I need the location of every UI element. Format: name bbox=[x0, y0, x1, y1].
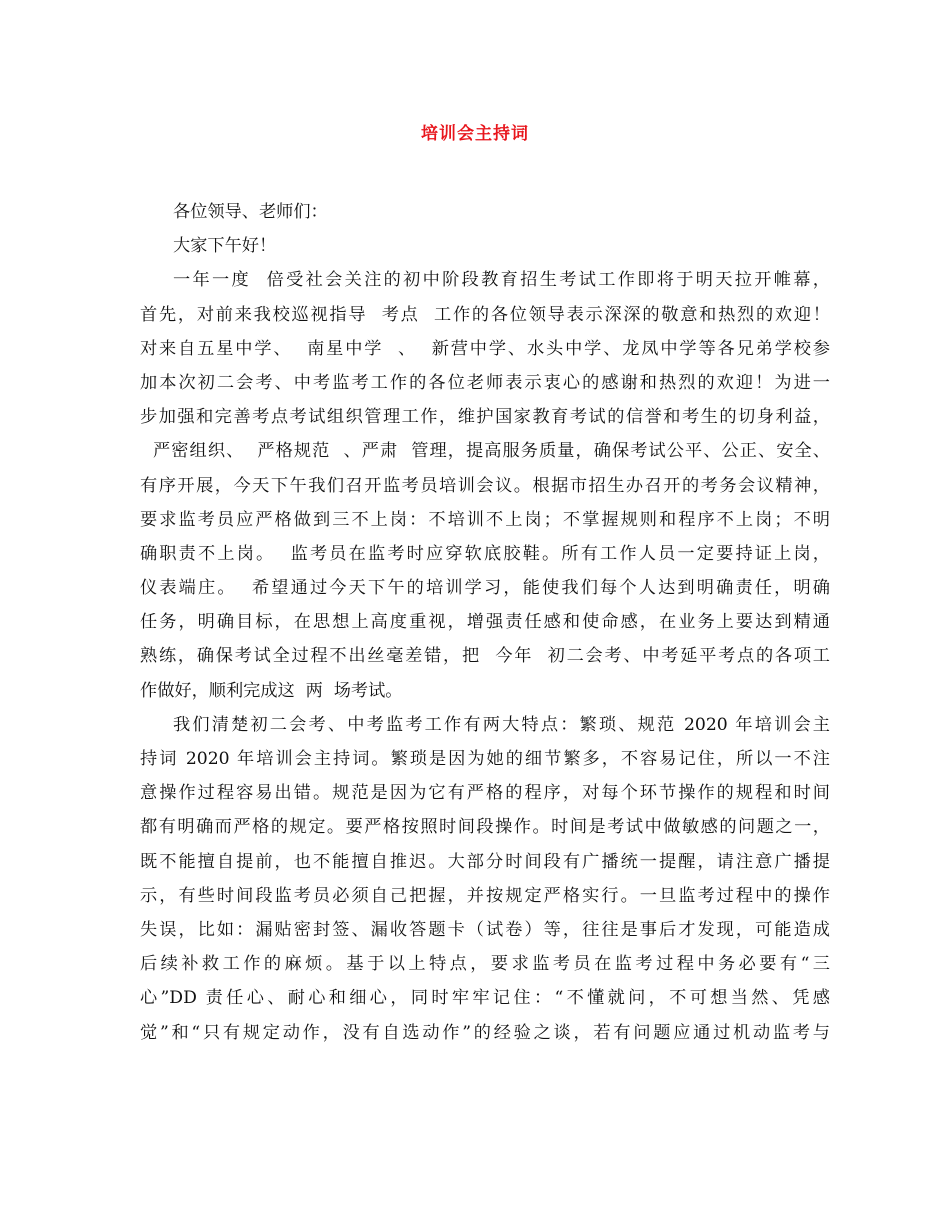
paragraph-line: 作做好，顺利完成这 两 场考试。 bbox=[140, 680, 403, 701]
paragraph-line: 我们清楚初二会考、中考监考工作有两大特点：繁琐、规范 2020 年培训会主 bbox=[173, 714, 830, 735]
paragraph-line: 仪表端庄。 希望通过今天下午的培训学习，能使我们每个人达到明确责任，明确 bbox=[140, 578, 830, 599]
paragraph-line: 后续补救工作的麻烦。基于以上特点，要求监考员在监考过程中务必要有“三 bbox=[140, 954, 830, 975]
paragraph-line: 有序开展，今天下午我们召开监考员培训会议。根据市招生办召开的考务会议精神， bbox=[140, 475, 830, 496]
paragraph-line: 心”DD 责任心、耐心和细心，同时牢牢记住：“不懂就问，不可想当然、凭感 bbox=[140, 988, 830, 1009]
document-body bbox=[140, 195, 830, 1050]
paragraph-line: 对来自五星中学、 南星中学 、 新营中学、水头中学、龙凤中学等各兄弟学校参 bbox=[140, 338, 830, 359]
paragraph-line: 示，有些时间段监考员必须自己把握，并按规定严格实行。一旦监考过程中的操作 bbox=[140, 885, 830, 906]
paragraph-line: 失误，比如：漏贴密封签、漏收答题卡（试卷）等，往往是事后才发现，可能造成 bbox=[140, 919, 830, 940]
paragraph-line: 严密组织、 严格规范 、严肃 管理，提高服务质量，确保考试公平、公正、安全、 bbox=[140, 441, 830, 462]
paragraph-line: 既不能擅自提前，也不能擅自推迟。大部分时间段有广播统一提醒，请注意广播提 bbox=[140, 851, 830, 872]
paragraph-line: 加本次初二会考、中考监考工作的各位老师表示衷心的感谢和热烈的欢迎！为进一 bbox=[140, 372, 830, 393]
paragraph-line: 要求监考员应严格做到三不上岗：不培训不上岗；不掌握规则和程序不上岗；不明 bbox=[140, 509, 830, 530]
paragraph-line: 首先，对前来我校巡视指导 考点 工作的各位领导表示深深的敬意和热烈的欢迎！ bbox=[140, 304, 830, 325]
greeting-line: 各位领导、老师们： bbox=[173, 202, 328, 222]
paragraph-line: 步加强和完善考点考试组织管理工作，维护国家教育考试的信誉和考生的切身利益， bbox=[140, 407, 830, 428]
paragraph-line: 都有明确而严格的规定。要严格按照时间段操作。时间是考试中做敏感的问题之一， bbox=[140, 817, 830, 838]
document-title: 培训会主持词 bbox=[421, 124, 529, 144]
greeting-line: 大家下午好！ bbox=[173, 236, 277, 257]
paragraph-line: 任务，明确目标，在思想上高度重视，增强责任感和使命感，在业务上要达到精通 bbox=[140, 612, 830, 633]
paragraph-line: 意操作过程容易出错。规范是因为它有严格的程序，对每个环节操作的规程和时间 bbox=[140, 783, 830, 804]
paragraph-line: 觉”和“只有规定动作，没有自选动作”的经验之谈，若有问题应通过机动监考与 bbox=[140, 1022, 830, 1043]
paragraph-line: 持词 2020 年培训会主持词。繁琐是因为她的细节繁多，不容易记住，所以一不注 bbox=[140, 749, 830, 769]
paragraph-line: 熟练，确保考试全过程不出丝毫差错，把 今年 初二会考、中考延平考点的各项工 bbox=[140, 646, 830, 667]
paragraph-line: 一年一度 倍受社会关注的初中阶段教育招生考试工作即将于明天拉开帷幕， bbox=[173, 270, 830, 291]
paragraph-line: 确职责不上岗。 监考员在监考时应穿软底胶鞋。所有工作人员一定要持证上岗， bbox=[140, 543, 830, 564]
